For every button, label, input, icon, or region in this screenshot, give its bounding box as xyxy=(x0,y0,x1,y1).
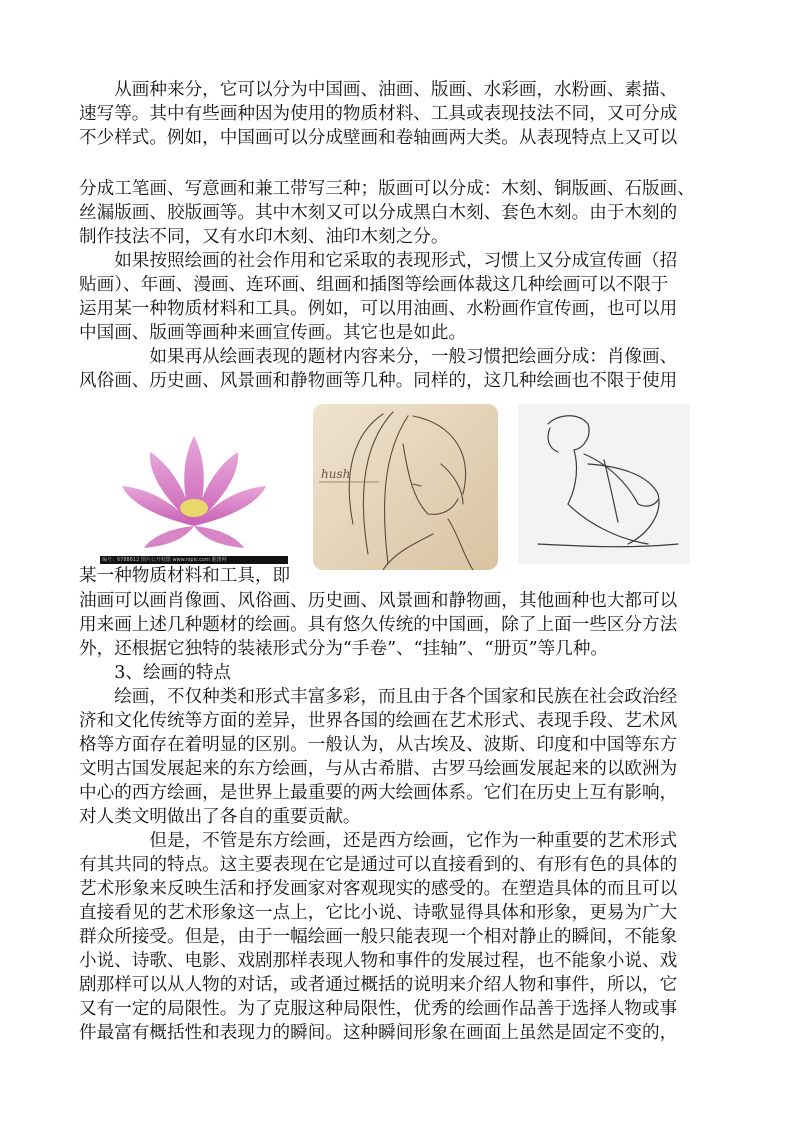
text-line: 中心的西方绘画，是世界上最重要的两大绘画体系。它们在历史上互有影响， xyxy=(79,783,678,803)
text-line: 格等方面存在着明显的区别。一般认为，从古埃及、波斯、印度和中国等东方 xyxy=(79,735,678,755)
text-line: 如果按照绘画的社会作用和它采取的表现形式，习惯上又分成宣传画（招 xyxy=(79,251,678,271)
text-line: 贴画）、年画、漫画、连环画、组画和插图等绘画体裁这几种绘画可以不限于 xyxy=(79,275,669,295)
text-line: 风俗画、历史画、风景画和静物画等几种。同样的，这几种绘画也不限于使用 xyxy=(79,371,678,391)
watermark-text: 编号：6788612 图片公开权限 www.nipic.com 昵图网 xyxy=(102,557,227,563)
text-line: 艺术形象来反映生活和抒发画家对客观现实的感受的。在塑造具体的而且可以 xyxy=(79,879,678,899)
lotus-image xyxy=(100,408,288,564)
text-line: 件最富有概括性和表现力的瞬间。这种瞬间形象在画面上虽然是固定不变的， xyxy=(79,1023,678,1043)
text-line: 直接看见的艺术形象这一点上，它比小说、诗歌显得具体和形象，更易为广大 xyxy=(79,903,678,923)
text-line: 用来画上述几种题材的绘画。具有悠久传统的中国画，除了上面一些区分方法 xyxy=(79,615,678,635)
text-line: 外，还根据它独特的装裱形式分为“手卷”、“挂轴”、“册页”等几种。 xyxy=(79,639,609,659)
text-line: 某一种物质材料和工具，即 xyxy=(79,566,291,586)
text-line: 如果再从绘画表现的题材内容来分，一般习惯把绘画分成：肖像画、 xyxy=(79,347,678,367)
text-line: 分成工笔画、写意画和兼工带写三种；版画可以分成：木刻、铜版画、石版画、 xyxy=(79,179,695,199)
text-line: 中国画、版画等画种来画宣传画。其它也是如此。 xyxy=(79,323,467,343)
section-heading: 3、绘画的特点 xyxy=(79,663,231,683)
text-line: 绘画，不仅种类和形式丰富多彩，而且由于各个国家和民族在社会政治经 xyxy=(79,687,678,707)
text-line: 运用某一种物质材料和工具。例如，可以用油画、水粉画作宣传画，也可以用 xyxy=(79,299,678,319)
text-line: 速写等。其中有些画种因为使用的物质材料、工具或表现技法不同，又可分成 xyxy=(79,104,678,124)
text-line: 文明古国发展起来的东方绘画，与从古希腊、古罗马绘画发展起来的以欧洲为 xyxy=(79,759,678,779)
text-line: 但是，不管是东方绘画，还是西方绘画，它作为一种重要的艺术形式 xyxy=(79,831,678,851)
text-line: 制作技法不同，又有水印木刻、油印木刻之分。 xyxy=(79,227,449,247)
seated-woman-sketch-image xyxy=(518,404,690,564)
seated-woman-sketch-icon xyxy=(518,404,690,564)
text-line: 对人类文明做出了各自的重要贡献。 xyxy=(79,807,361,827)
text-line: 群众所接受。但是，由于一幅绘画一般只能表现一个相对静止的瞬间，不能象 xyxy=(79,927,678,947)
girl-sketch-image xyxy=(313,404,498,570)
text-line: 小说、诗歌、电影、戏剧那样表现人物和事件的发展过程，也不能象小说、戏 xyxy=(79,951,678,971)
text-line: 丝漏版画、胶版画等。其中木刻又可以分成黑白木刻、套色木刻。由于木刻的 xyxy=(79,203,678,223)
lotus-flower-icon xyxy=(100,408,288,564)
text-line: 剧那样可以从人物的对话，或者通过概括的说明来介绍人物和事件，所以，它 xyxy=(79,975,678,995)
girl-profile-sketch-icon xyxy=(313,404,498,570)
text-line: 又有一定的局限性。为了克服这种局限性，优秀的绘画作品善于选择人物或事 xyxy=(79,999,678,1019)
text-line: 油画可以画肖像画、风俗画、历史画、风景画和静物画，其他画种也大都可以 xyxy=(79,591,678,611)
text-line: 从画种来分，它可以分为中国画、油画、版画、水彩画，水粉画、素描、 xyxy=(79,80,678,100)
text-line: 不少样式。例如，中国画可以分成壁画和卷轴画两大类。从表现特点上又可以 xyxy=(79,128,678,148)
hush-caption: hush xyxy=(321,467,351,481)
text-line: 济和文化传统等方面的差异，世界各国的绘画在艺术形式、表现手段、艺术风 xyxy=(79,711,678,731)
text-line: 有其共同的特点。这主要表现在它是通过可以直接看到的、有形有色的具体的 xyxy=(79,855,678,875)
